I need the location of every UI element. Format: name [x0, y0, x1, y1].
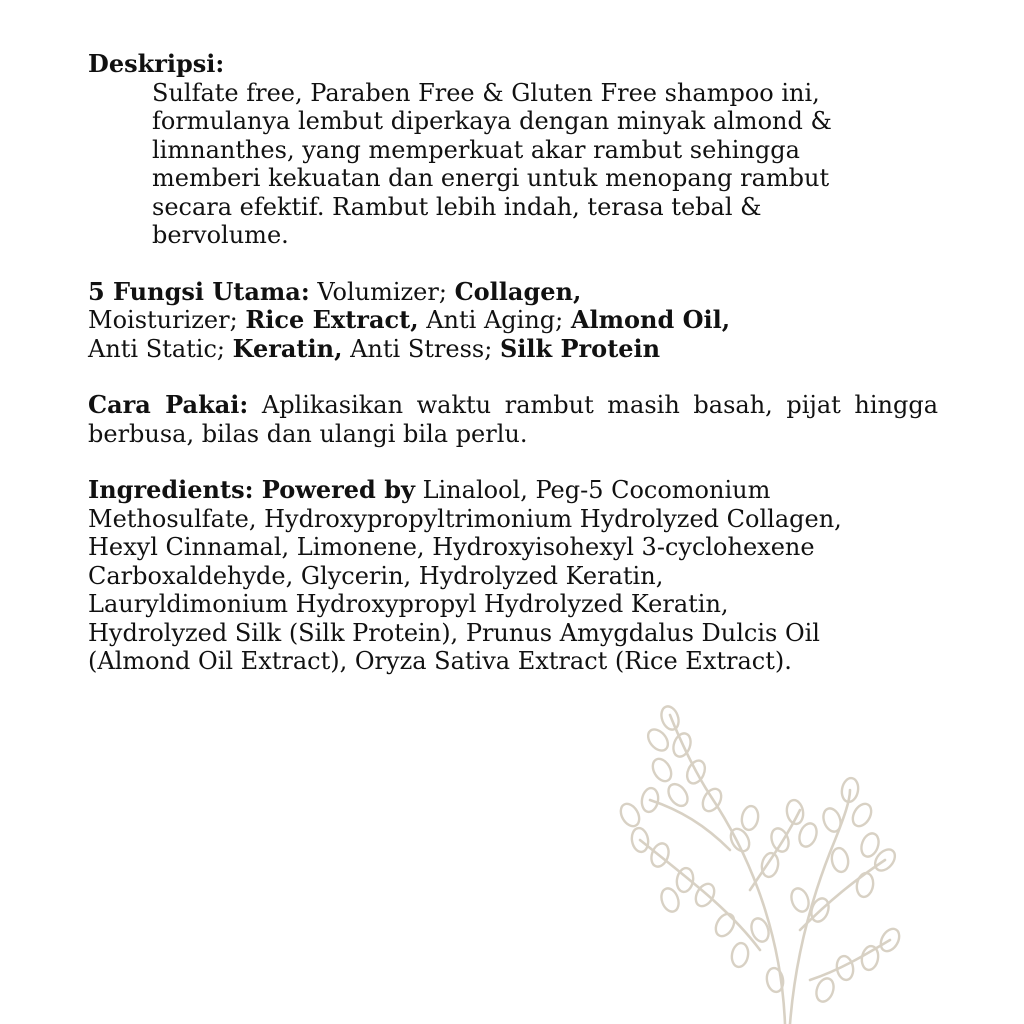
leaf-shape	[760, 852, 780, 878]
leaf-shape	[788, 886, 811, 914]
leaf-shape	[855, 872, 875, 898]
deskripsi-line: formulanya lembut diperkaya dengan minyak almond &	[152, 107, 832, 135]
fungsi-item-value: Keratin,	[232, 333, 343, 363]
cara-pakai-heading: Cara Pakai:	[88, 390, 249, 419]
leaf-shape	[644, 726, 672, 755]
fungsi-line	[88, 335, 938, 364]
fungsi-line	[88, 278, 938, 307]
fungsi-item-label: Volumizer;	[317, 277, 447, 306]
ingredients-text: Linalool, Peg-5 Cocomonium	[422, 476, 771, 504]
deskripsi-line: secara efektif. Rambut lebih indah, terasa tebal &	[152, 192, 762, 221]
deskripsi-line: limnanthes, yang memperkuat akar rambut sehingga	[152, 135, 800, 164]
ingredients-section	[88, 476, 938, 676]
leaf-shape	[617, 801, 643, 830]
fungsi-item-value: Silk Protein	[499, 333, 661, 363]
leaf-shape	[665, 781, 692, 810]
botanical-branch-icon	[600, 700, 910, 1024]
fungsi-utama-section	[88, 278, 938, 364]
fungsi-heading: 5 Fungsi Utama:	[88, 276, 310, 306]
product-description-document	[88, 50, 938, 704]
fungsi-line	[88, 306, 938, 335]
leaf-shape	[830, 847, 850, 873]
deskripsi-section	[88, 50, 938, 250]
leaf-shape	[740, 805, 760, 831]
leaf-shape	[765, 967, 785, 993]
fungsi-item-label: Moisturizer;	[88, 306, 238, 334]
fungsi-item-value: Almond Oil,	[570, 305, 731, 334]
fungsi-item-label: Anti Aging;	[426, 306, 564, 334]
deskripsi-line: memberi kekuatan dan energi untuk menopang rambut	[152, 164, 830, 192]
deskripsi-line: bervolume.	[152, 221, 289, 249]
leaf-shape	[712, 911, 738, 940]
leaf-shape	[649, 756, 675, 785]
ingredients-line: (Almond Oil Extract), Oryza Sativa Extract (Rice Extract).	[88, 647, 792, 675]
deskripsi-line: Sulfate free, Paraben Free & Gluten Free shampoo ini,	[152, 78, 820, 107]
fungsi-item-value: Collagen,	[454, 276, 582, 306]
fungsi-item-value: Rice Extract,	[245, 305, 419, 334]
ingredients-line	[88, 476, 938, 505]
deskripsi-heading: Deskripsi:	[88, 49, 225, 78]
ingredients-line: Lauryldimonium Hydroxypropyl Hydrolyzed Keratin,	[88, 590, 729, 618]
leaf-shape	[860, 945, 880, 971]
ingredients-heading: Ingredients: Powered by	[88, 475, 415, 504]
fungsi-item-label: Anti Stress;	[350, 334, 493, 363]
leaf-shape	[835, 955, 855, 981]
ingredients-line: Hydrolyzed Silk (Silk Protein), Prunus Amygdalus Dulcis Oil	[88, 618, 820, 647]
leaf-shape	[658, 886, 681, 914]
leaf-shape	[730, 942, 750, 968]
leaf-shape	[813, 976, 836, 1004]
cara-pakai-text: Aplikasikan waktu rambut masih basah, pijat hingga berbusa, bilas dan ulangi bila perlu.	[88, 391, 938, 448]
fungsi-item-label: Anti Static;	[88, 334, 225, 363]
ingredients-line: Methosulfate, Hydroxypropyltrimonium Hydrolyzed Collagen,	[88, 504, 842, 533]
leaf-shape	[796, 821, 819, 849]
ingredients-line: Hexyl Cinnamal, Limonene, Hydroxyisohexyl 3-cyclohexene	[88, 533, 815, 561]
cara-pakai-section	[88, 391, 938, 448]
ingredients-line: Carboxaldehyde, Glycerin, Hydrolyzed Keratin,	[88, 561, 664, 590]
leaf-shape	[849, 801, 875, 830]
